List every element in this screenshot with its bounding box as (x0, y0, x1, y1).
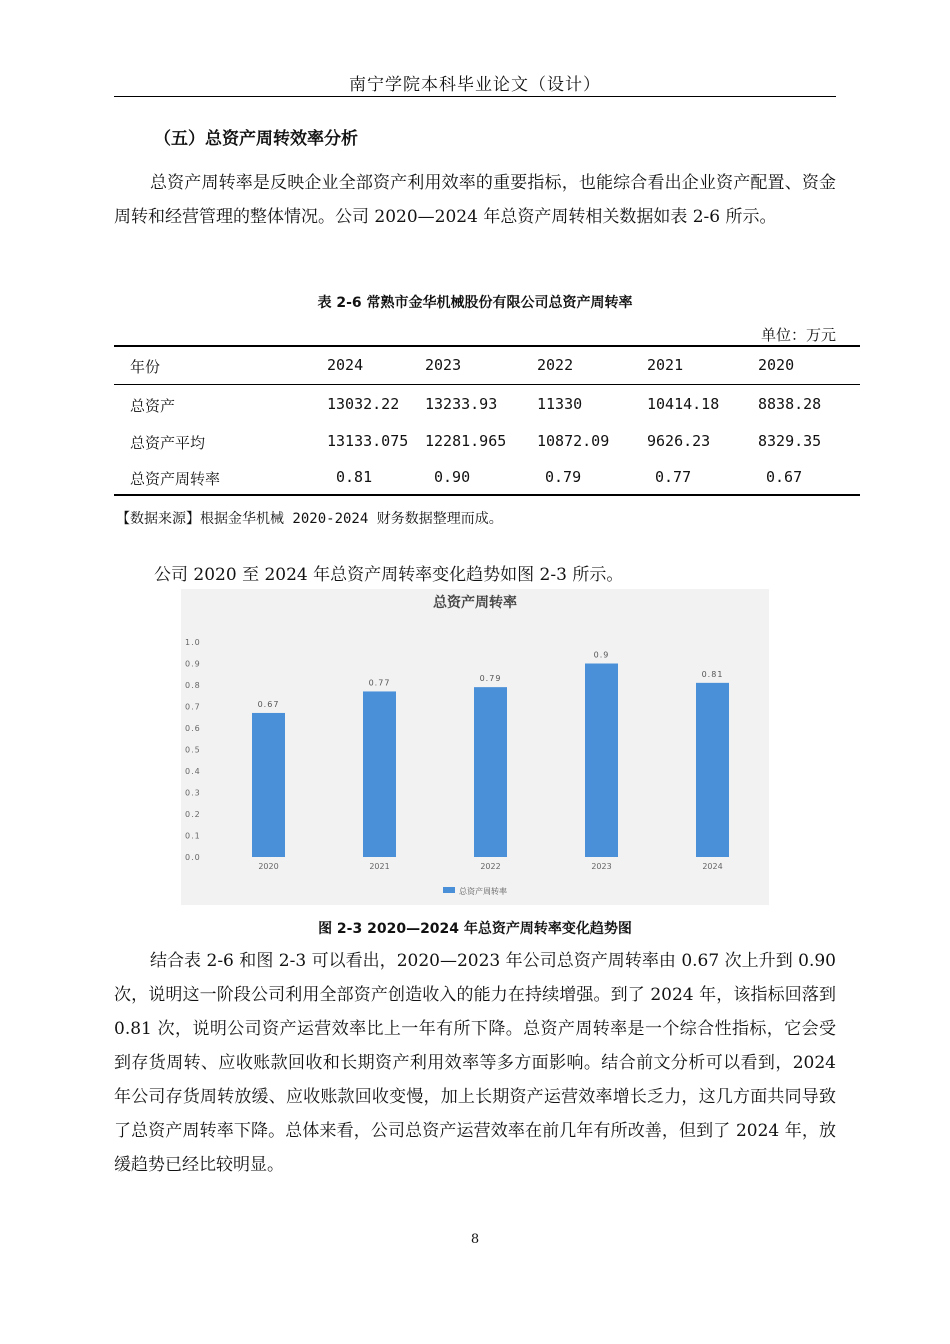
y-tick-label: 0.8 (185, 681, 201, 690)
running-header: 南宁学院本科毕业论文（设计） (349, 75, 601, 95)
y-tick-label: 0.0 (185, 853, 201, 862)
table-cell: 8329.35 (758, 432, 822, 450)
table-unit: 单位：万元 (760, 326, 836, 344)
table-row (0, 395, 950, 425)
y-tick-label: 0.9 (185, 659, 201, 669)
legend-label: 总资产周转率 (459, 887, 507, 896)
table-top-rule (114, 345, 860, 347)
x-tick-label: 2022 (480, 862, 501, 871)
chart-svg (181, 589, 769, 905)
bar (363, 691, 396, 857)
table-cell: 8838.28 (758, 395, 822, 413)
y-tick-label: 0.3 (185, 788, 201, 798)
table-cell: 0.77 (655, 468, 692, 486)
legend-swatch (443, 887, 455, 893)
data-label: 0.81 (701, 669, 724, 679)
bar (252, 713, 285, 857)
bar (474, 687, 507, 857)
figure-caption: 图 2-3 2020—2024 年总资产周转率变化趋势图 (318, 921, 632, 937)
y-tick-label: 0.6 (185, 724, 201, 733)
data-label: 0.77 (368, 678, 391, 688)
table-source-note: 【数据来源】根据金华机械 2020-2024 财务数据整理而成。 (116, 511, 503, 527)
y-tick-label: 0.7 (185, 702, 201, 712)
y-tick-label: 0.1 (185, 831, 201, 841)
table-header-cell: 2023 (425, 356, 462, 374)
table-cell: 11330 (537, 395, 583, 413)
bar (585, 664, 618, 858)
table-cell: 总资产周转率 (130, 470, 221, 488)
x-tick-label: 2024 (702, 862, 723, 871)
table-header-cell: 2021 (647, 356, 684, 374)
table-header-cell: 年份 (130, 358, 161, 376)
y-tick-label: 0.2 (185, 810, 201, 819)
table-cell: 0.79 (545, 468, 582, 486)
page-number: 8 (470, 1232, 480, 1247)
table-cell: 13133.075 (327, 432, 409, 450)
table-cell: 10414.18 (647, 395, 720, 413)
table-row (0, 432, 950, 462)
data-label: 0.9 (593, 650, 610, 660)
bar (696, 683, 729, 857)
bar-chart (181, 589, 769, 905)
table-cell: 0.81 (336, 468, 373, 486)
table-bottom-rule (114, 494, 860, 496)
chart-title: 总资产周转率 (433, 595, 517, 611)
table-cell: 12281.965 (425, 432, 507, 450)
y-tick-label: 0.4 (185, 767, 201, 776)
table-cell: 总资产平均 (130, 434, 206, 452)
x-tick-label: 2023 (591, 862, 612, 871)
table-cell: 13032.22 (327, 395, 400, 413)
table-header-cell: 2024 (327, 356, 364, 374)
section-title: （五）总资产周转效率分析 (154, 129, 358, 149)
y-tick-label: 1.0 (185, 638, 201, 647)
x-tick-label: 2021 (369, 862, 390, 871)
paragraph-analysis: 结合表 2-6 和图 2-3 可以看出，2020—2023 年公司总资产周转率由 0.67 次上升到 0.90 次，说明这一阶段公司利用全部资产创造收入的能力在持续增强。到了 2024 年，该指标回落到 0.81 次，说明公司资产运营效率比上一年有所下降。总资产周转率是一个综合性指标，它会受到存货周转、应收账款回收和长期资产利用效率等多方面影响。结合前文分析可以看到，2024 年公司存货周转放缓、应收账款回收变慢，加上长期资产运营效率增长乏力，这几方面共同导致了总资产周转率下降。总体来看，公司总资产运营效率在前几年有所改善，但到了 2024 年，放缓趋势已经比较明显。 (114, 951, 836, 1175)
table-header-cell: 2020 (758, 356, 795, 374)
table-cell: 总资产 (130, 397, 176, 415)
x-tick-label: 2020 (258, 862, 279, 871)
table-caption: 表 2-6 常熟市金华机械股份有限公司总资产周转率 (317, 295, 633, 311)
paragraph-figure-intro: 公司 2020 至 2024 年总资产周转率变化趋势如图 2-3 所示。 (154, 565, 624, 585)
header-rule (114, 96, 836, 97)
table-header-rule (114, 384, 860, 385)
paragraph-intro: 总资产周转率是反映企业全部资产利用效率的重要指标，也能综合看出企业资产配置、资金周转和经营管理的整体情况。公司 2020—2024 年总资产周转相关数据如表 2-6 所示。 (114, 173, 836, 227)
table-cell: 10872.09 (537, 432, 610, 450)
data-label: 0.79 (479, 674, 502, 684)
table-cell: 0.67 (766, 468, 803, 486)
y-tick-label: 0.5 (185, 745, 201, 755)
data-label: 0.67 (257, 699, 280, 709)
table-cell: 9626.23 (647, 432, 711, 450)
table-header-cell: 2022 (537, 356, 574, 374)
table-cell: 13233.93 (425, 395, 498, 413)
table-header-row (0, 356, 950, 386)
table-cell: 0.90 (434, 468, 471, 486)
